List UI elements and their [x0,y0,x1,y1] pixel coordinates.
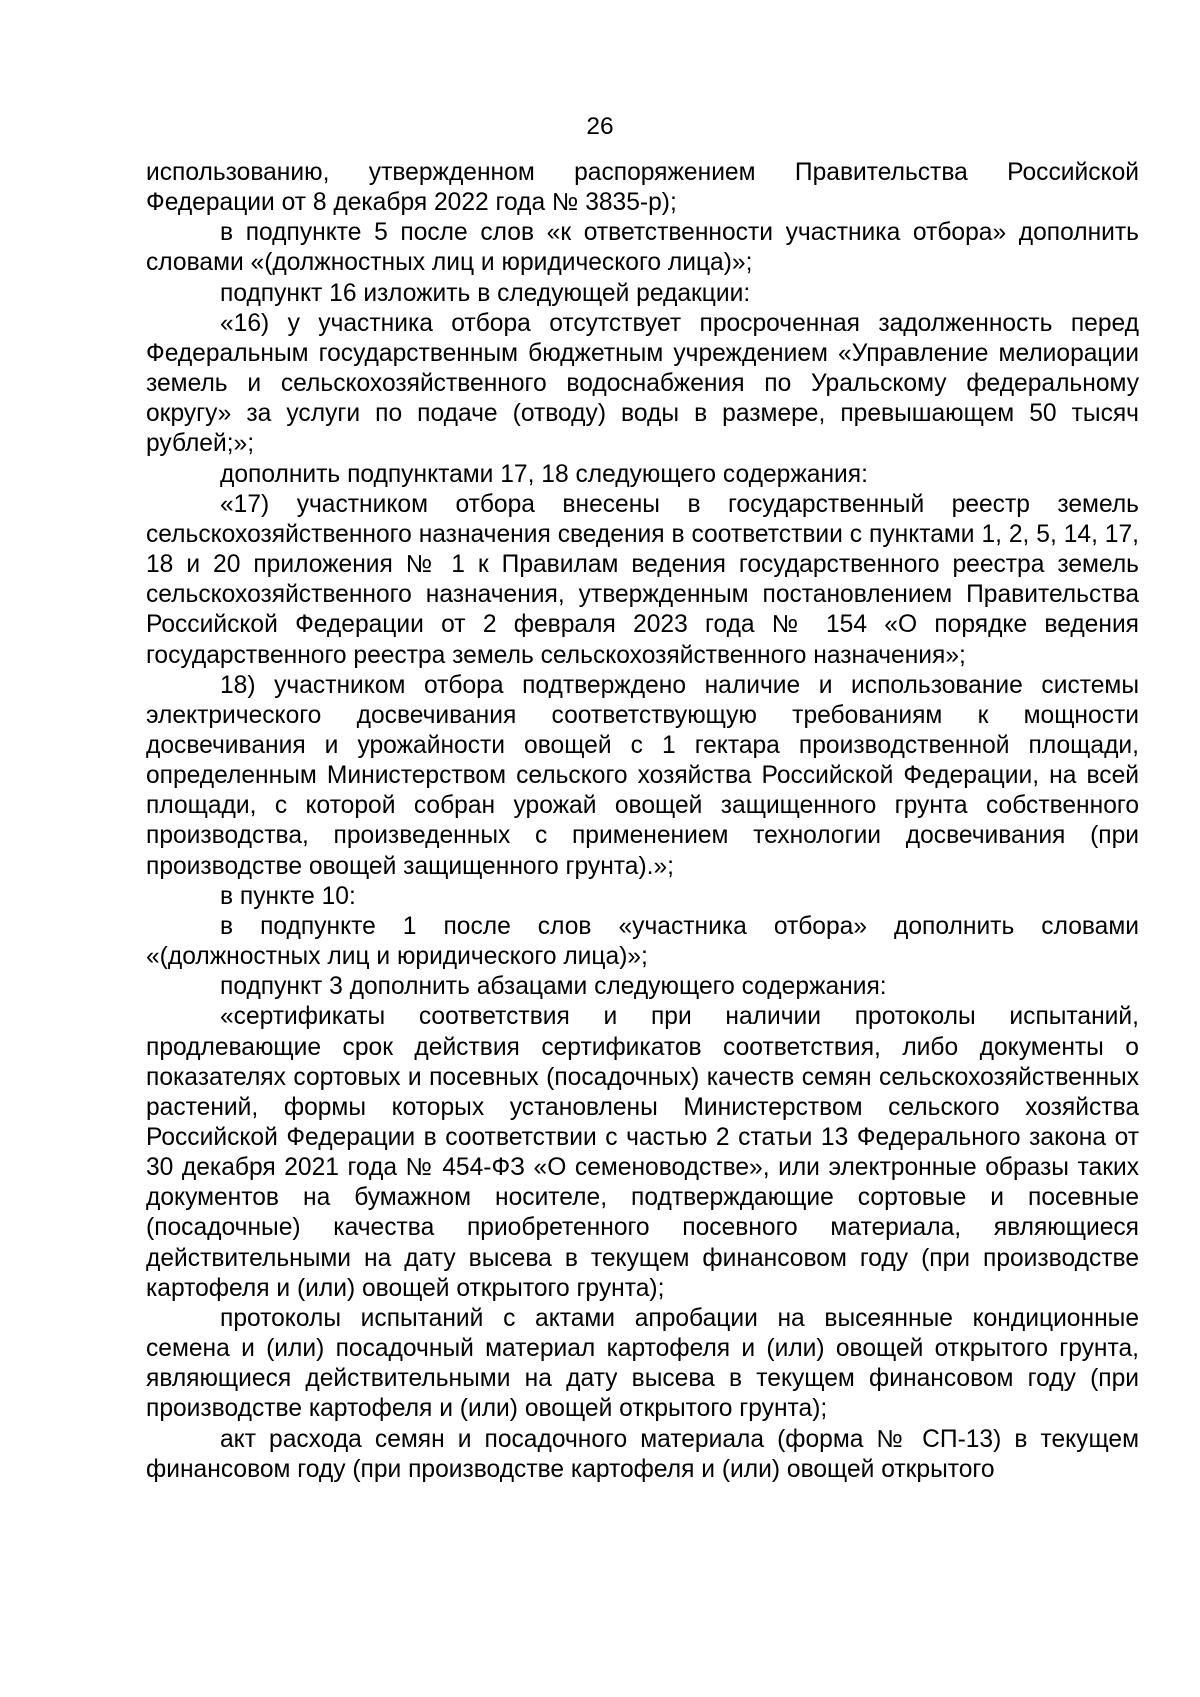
paragraph: «17) участником отбора внесены в государственный реестр земель сельскохозяйственного назначения сведения в соответствии с пунктами 1, 2, 5, 14, 17, 18 и 20 приложения № 1 к Правилам ведения государственного реестра земель сельскохозяйственного назначения, утвержденным постановлением Правительства Российской Федерации от 2 февраля 2023 года № 154 «О порядке ведения государственного реестра земель сельскохозяйственного назначения»; [146,490,1139,669]
paragraph: дополнить подпунктами 17, 18 следующего содержания: [220,460,868,488]
page-number: 26 [586,113,614,140]
paragraph: 18) участником отбора подтверждено наличие и использование системы электрического досвечивания соответствующую требованиям к мощности досвечивания и урожайности овощей с 1 гектара производственной площади, определенным Министерством сельского хозяйства Российской Федерации, на всей площади, с которой собран урожай овощей защищенного грунта собственного производства, произведенных с применением технологии досвечивания (при производстве овощей защищенного грунта).»; [146,671,1139,880]
paragraph: «16) у участника отбора отсутствует просроченная задолженность перед Федеральным государственным бюджетным учреждением «Управление мелиорации земель и сельскохозяйственного водоснабжения по Уральскому федеральному округу» за услуги по подаче (отводу) воды в размере, превышающем 50 тысяч рублей;»; [146,309,1139,458]
paragraph: подпункт 16 изложить в следующей редакции: [220,279,751,307]
paragraph: в пункте 10: [220,882,356,910]
paragraph: акт расхода семян и посадочного материала (форма № СП-13) в текущем финансовом году (при производстве картофеля и (или) овощей открытого [146,1425,1139,1483]
paragraph: подпункт 3 дополнить абзацами следующего содержания: [220,973,887,1001]
document-body [146,158,1139,1485]
paragraph: использованию, утвержденном распоряжением Правительства Российской Федерации от 8 декабря 2022 года № 3835-р); [146,159,1139,217]
paragraph: протоколы испытаний с актами апробации на высеянные кондиционные семена и (или) посадочный материал картофеля и (или) овощей открытого грунта, являющиеся действительными на дату высева в текущем финансовом году (при производстве картофеля и (или) овощей открытого грунта); [146,1304,1139,1423]
paragraph: в подпункте 1 после слов «участника отбора» дополнить словами «(должностных лиц и юридического лица)»; [146,912,1139,971]
paragraph: в подпункте 5 после слов «к ответственности участника отбора» дополнить словами «(должностных лиц и юридического лица)»; [146,219,1139,277]
paragraph: «сертификаты соответствия и при наличии протоколы испытаний, продлевающие срок действия сертификатов соответствия, либо документы о показателях сортовых и посевных (посадочных) качеств семян сельскохозяйственных растений, формы которых установлены Министерством сельского хозяйства Российской Федерации в соответствии с частью 2 статьи 13 Федерального закона от 30 декабря 2021 года № 454-ФЗ «О семеноводстве», или электронные образы таких документов на бумажном носителе, подтверждающие сортовые и посевные (посадочные) качества приобретенного посевного материала, являющиеся действительными на дату высева в текущем финансовом году (при производстве картофеля и (или) овощей открытого грунта); [146,1003,1139,1302]
